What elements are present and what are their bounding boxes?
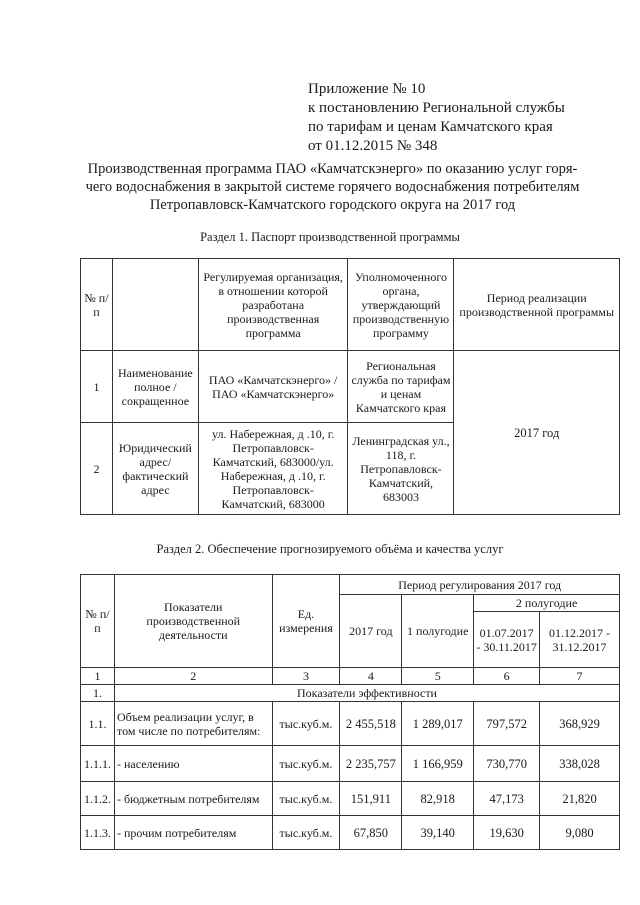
title-line-1: Производственная программа ПАО «Камчатскэнерго» по оказанию услуг горя- xyxy=(87,161,578,177)
header-period-1: 01.07.2017 - 30.11.2017 xyxy=(474,612,540,668)
section-2-title: Раздел 2. Обеспечение прогнозируемого объёма и качества услуг xyxy=(156,542,504,556)
appendix-line-1: Приложение № 10 xyxy=(308,81,426,97)
section-1-title: Раздел 1. Паспорт производственной программы xyxy=(200,230,460,244)
section-row-num: 1. xyxy=(81,685,115,702)
period-value: 2017 год xyxy=(454,351,620,515)
col-number-7: 7 xyxy=(540,668,620,685)
row-1-label: Наименование полное / сокращенное xyxy=(112,351,198,423)
header-half-2: 2 полугодие xyxy=(474,595,620,612)
col-number-5: 5 xyxy=(402,668,474,685)
row-1-1-num: 1.1. xyxy=(81,702,115,746)
row-2-label: Юридический адрес/фактический адрес xyxy=(112,423,198,515)
col-number-1: 1 xyxy=(81,668,115,685)
row-1-1-p2: 368,929 xyxy=(540,702,620,746)
passport-table xyxy=(80,258,620,515)
header-period: Период реализации производственной программы xyxy=(454,259,620,351)
header-indicator: Показатели производственной деятельности xyxy=(114,575,272,668)
header-num: № п/п xyxy=(81,575,115,668)
row-1-1-2-p2: 21,820 xyxy=(540,782,620,816)
indicators-table xyxy=(80,574,620,850)
header-period: Период регулирования 2017 год xyxy=(340,575,620,595)
row-1-org: ПАО «Камчатскэнерго» / ПАО «Камчатскэнерго» xyxy=(198,351,348,423)
header-period-2: 01.12.2017 - 31.12.2017 xyxy=(540,612,620,668)
header-authority: Уполномоченного органа, утверждающий производственную программу xyxy=(348,259,454,351)
row-1-1-2-label: - бюджетным потребителям xyxy=(114,782,272,816)
section-row-label: Показатели эффективности xyxy=(114,685,619,702)
row-1-1-2-p1: 47,173 xyxy=(474,782,540,816)
header-blank xyxy=(112,259,198,351)
row-2-org: ул. Набережная, д .10, г. Петропавловск-Камчатский, 683000/ул. Набережная, д .10, г. Петропавловск-Камчатский, 683000 xyxy=(198,423,348,515)
row-1-authority: Региональная служба по тарифам и ценам Камчатского края xyxy=(348,351,454,423)
row-1-1-unit: тыс.куб.м. xyxy=(272,702,340,746)
row-1-1-2-half-1: 82,918 xyxy=(402,782,474,816)
title-line-2: чего водоснабжения в закрытой системе горячего водоснабжения потребителям xyxy=(85,179,580,195)
header-half-1: 1 полугодие xyxy=(402,595,474,668)
header-unit: Ед. измерения xyxy=(272,575,340,668)
appendix-line-4: от 01.12.2015 № 348 xyxy=(308,138,438,154)
appendix-line-3: по тарифам и ценам Камчатского края xyxy=(308,119,553,135)
row-1-1-3-year: 67,850 xyxy=(340,816,402,850)
row-1-1-3-label: - прочим потребителям xyxy=(114,816,272,850)
row-1-1-p1: 797,572 xyxy=(474,702,540,746)
col-number-4: 4 xyxy=(340,668,402,685)
row-1-1-1-half-1: 1 166,959 xyxy=(402,746,474,782)
row-1-1-3-unit: тыс.куб.м. xyxy=(272,816,340,850)
row-1-1-2-unit: тыс.куб.м. xyxy=(272,782,340,816)
row-1-1-1-p2: 338,028 xyxy=(540,746,620,782)
col-number-2: 2 xyxy=(114,668,272,685)
header-org: Регулируемая организация, в отношении которой разработана производственная программа xyxy=(198,259,348,351)
document-title xyxy=(40,160,625,214)
row-1-num: 1 xyxy=(81,351,113,423)
appendix-line-2: к постановлению Региональной службы xyxy=(308,100,565,116)
row-1-1-3-p2: 9,080 xyxy=(540,816,620,850)
appendix-header xyxy=(308,80,565,156)
row-1-1-3-p1: 19,630 xyxy=(474,816,540,850)
col-number-3: 3 xyxy=(272,668,340,685)
row-1-1-1-p1: 730,770 xyxy=(474,746,540,782)
row-1-1-2-num: 1.1.2. xyxy=(81,782,115,816)
row-1-1-1-unit: тыс.куб.м. xyxy=(272,746,340,782)
row-2-authority: Ленинградская ул., 118, г. Петропавловск-Камчатский, 683003 xyxy=(348,423,454,515)
row-1-1-1-year: 2 235,757 xyxy=(340,746,402,782)
row-1-1-year: 2 455,518 xyxy=(340,702,402,746)
header-year: 2017 год xyxy=(340,595,402,668)
row-1-1-1-label: - населению xyxy=(114,746,272,782)
row-1-1-half-1: 1 289,017 xyxy=(402,702,474,746)
row-1-1-2-year: 151,911 xyxy=(340,782,402,816)
row-1-1-1-num: 1.1.1. xyxy=(81,746,115,782)
row-1-1-label: Объем реализации услуг, в том числе по потребителям: xyxy=(114,702,272,746)
row-1-1-3-half-1: 39,140 xyxy=(402,816,474,850)
row-1-1-3-num: 1.1.3. xyxy=(81,816,115,850)
col-number-6: 6 xyxy=(474,668,540,685)
title-line-3: Петропавловск-Камчатского городского округа на 2017 год xyxy=(149,197,516,213)
header-num: № п/п xyxy=(81,259,113,351)
row-2-num: 2 xyxy=(81,423,113,515)
